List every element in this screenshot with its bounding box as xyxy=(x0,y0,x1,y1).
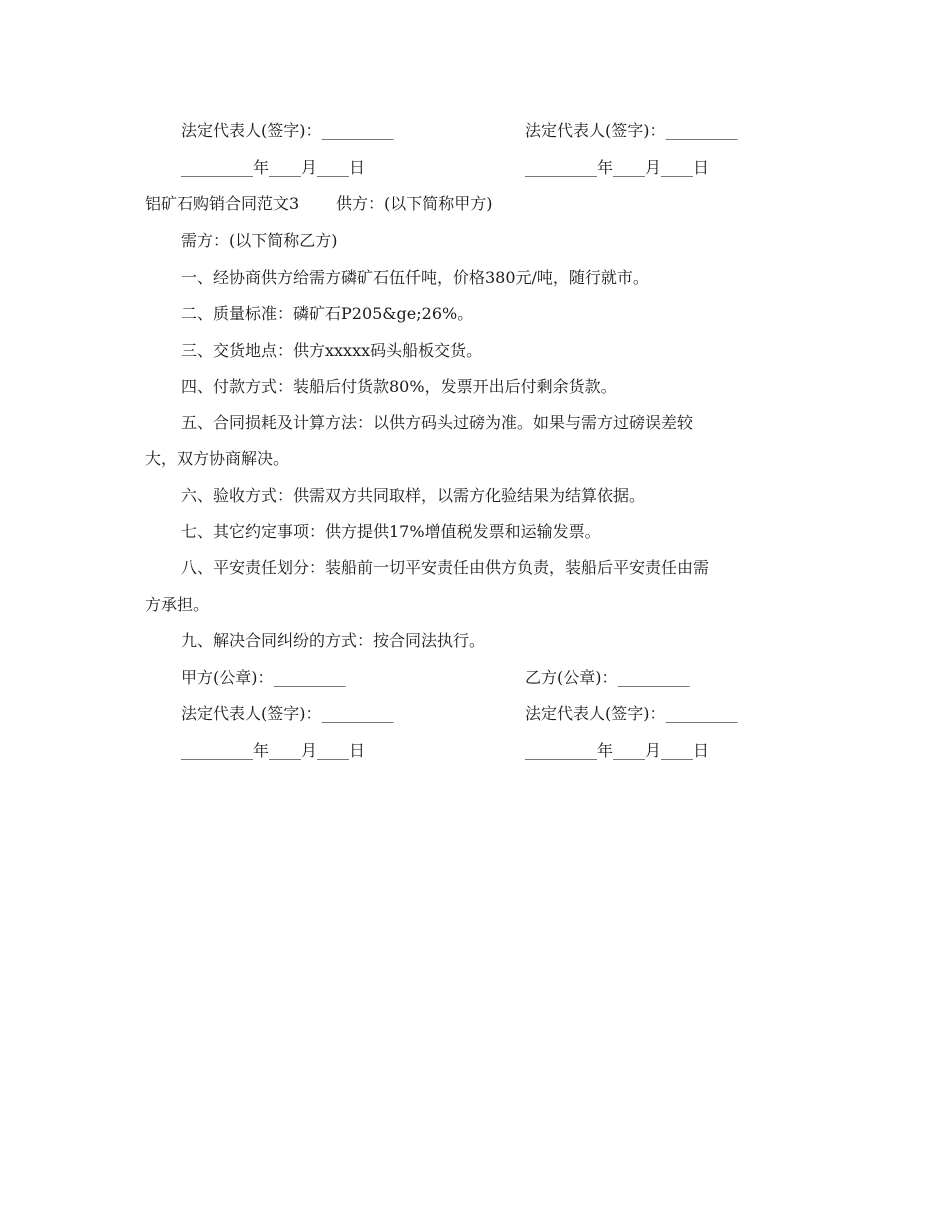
bottom-left-date-line: _________年____月____日 xyxy=(181,741,366,760)
bottom-right-date-line: _________年____月____日 xyxy=(525,741,710,760)
left-legal-rep-signature: 法定代表人(签字)：_________ xyxy=(181,121,394,140)
supplier-label: 供方：(以下简称甲方) xyxy=(336,194,493,213)
party-b-seal: 乙方(公章)：_________ xyxy=(525,668,690,687)
buyer-label: 需方：(以下简称乙方) xyxy=(181,231,338,250)
clause-8: 八、平安责任划分：装船前一切平安责任由供方负责，装船后平安责任由需 xyxy=(181,558,710,577)
party-a-seal: 甲方(公章)：_________ xyxy=(181,668,346,687)
clause-8-continued: 方承担。 xyxy=(145,595,210,614)
clause-6: 六、验收方式：供需双方共同取样，以需方化验结果为结算依据。 xyxy=(181,486,646,505)
clause-2: 二、质量标准：磷矿石P205&ge;26%。 xyxy=(181,304,474,323)
contract-title: 铝矿石购销合同范文3 xyxy=(145,194,300,213)
right-legal-rep-signature: 法定代表人(签字)：_________ xyxy=(525,121,738,140)
clause-4: 四、付款方式：装船后付货款80%，发票开出后付剩余货款。 xyxy=(181,377,617,396)
clause-7: 七、其它约定事项：供方提供17%增值税发票和运输发票。 xyxy=(181,522,601,541)
bottom-right-legal-rep-signature: 法定代表人(签字)：_________ xyxy=(525,704,738,723)
clause-5-continued: 大，双方协商解决。 xyxy=(145,449,290,468)
bottom-left-legal-rep-signature: 法定代表人(签字)：_________ xyxy=(181,704,394,723)
right-date-line: _________年____月____日 xyxy=(525,158,710,177)
clause-9: 九、解决合同纠纷的方式：按合同法执行。 xyxy=(181,631,486,650)
clause-1: 一、经协商供方给需方磷矿石伍仟吨，价格380元/吨，随行就市。 xyxy=(181,268,649,287)
clause-5: 五、合同损耗及计算方法：以供方码头过磅为准。如果与需方过磅误差较 xyxy=(181,413,694,432)
left-date-line: _________年____月____日 xyxy=(181,158,366,177)
clause-3: 三、交货地点：供方xxxxx码头船板交货。 xyxy=(181,341,483,360)
